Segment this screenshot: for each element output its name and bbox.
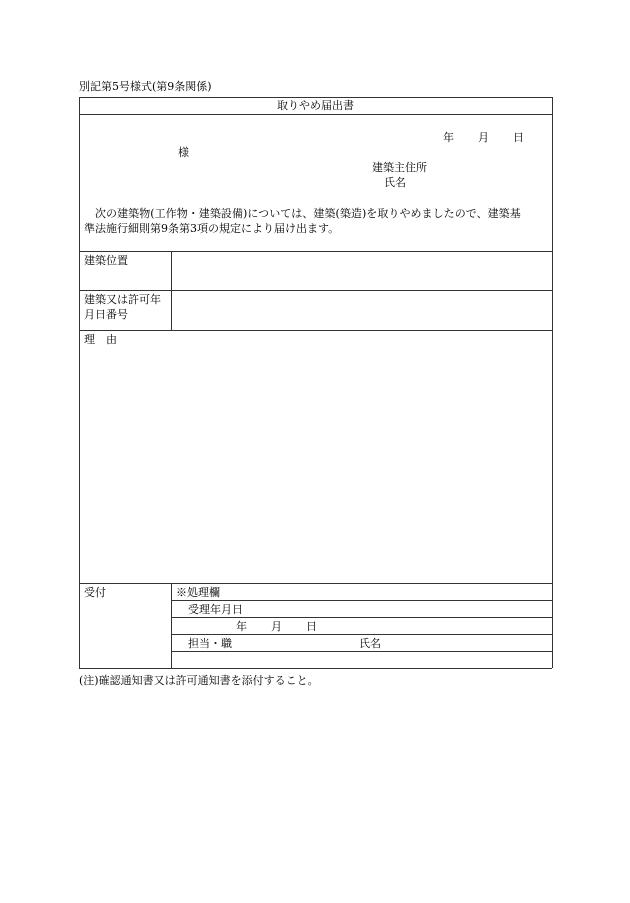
processing-row-divider-3 <box>171 634 552 635</box>
staff-name-label: 氏名 <box>359 637 381 650</box>
processing-label: ※処理欄 <box>176 586 220 599</box>
received-date-label: 受理年月日 <box>188 603 243 616</box>
date-year-label: 年 <box>443 131 454 144</box>
permit-row-divider <box>79 330 552 331</box>
table-border-right <box>552 97 553 668</box>
statement-divider <box>79 251 552 252</box>
permit-label-line-1: 建築又は許可年 <box>84 293 161 306</box>
location-row-divider <box>79 290 552 291</box>
date-day-label: 日 <box>513 131 524 144</box>
permit-label-line-2: 月日番号 <box>84 308 128 321</box>
table-border-bottom <box>79 668 552 669</box>
table-border-top <box>79 97 552 98</box>
statement-line-1: 次の建築物(工作物・建築設備)については、建築(築造)を取りやめましたので、建築基 <box>95 207 521 220</box>
form-title: 取りやめ届出書 <box>277 99 354 112</box>
location-label: 建築位置 <box>84 254 128 267</box>
processing-row-divider-2 <box>171 617 552 618</box>
reason-label: 理 由 <box>84 333 117 346</box>
title-row-divider <box>79 114 552 115</box>
received-day-label: 日 <box>306 620 317 633</box>
receipt-label: 受付 <box>84 586 106 599</box>
staff-label: 担当・職 <box>188 637 232 650</box>
date-month-label: 月 <box>478 131 489 144</box>
footer-note: (注)確認通知書又は許可通知書を添付すること。 <box>79 674 319 687</box>
reason-row-divider <box>79 583 552 584</box>
statement-line-2: 準法施行細則第9条第3項の規定により届け出ます。 <box>84 222 340 235</box>
processing-row-divider-4 <box>171 651 552 652</box>
received-month-label: 月 <box>271 620 282 633</box>
received-year-label: 年 <box>236 620 247 633</box>
label-column-divider-upper <box>171 251 172 330</box>
processing-row-divider-1 <box>171 600 552 601</box>
label-column-divider-lower <box>171 583 172 668</box>
addressee-suffix: 様 <box>178 146 189 159</box>
applicant-address-label: 建築主住所 <box>372 161 427 174</box>
form-number-label: 別記第5号様式(第9条関係) <box>79 80 212 93</box>
applicant-name-label: 氏名 <box>384 176 406 189</box>
